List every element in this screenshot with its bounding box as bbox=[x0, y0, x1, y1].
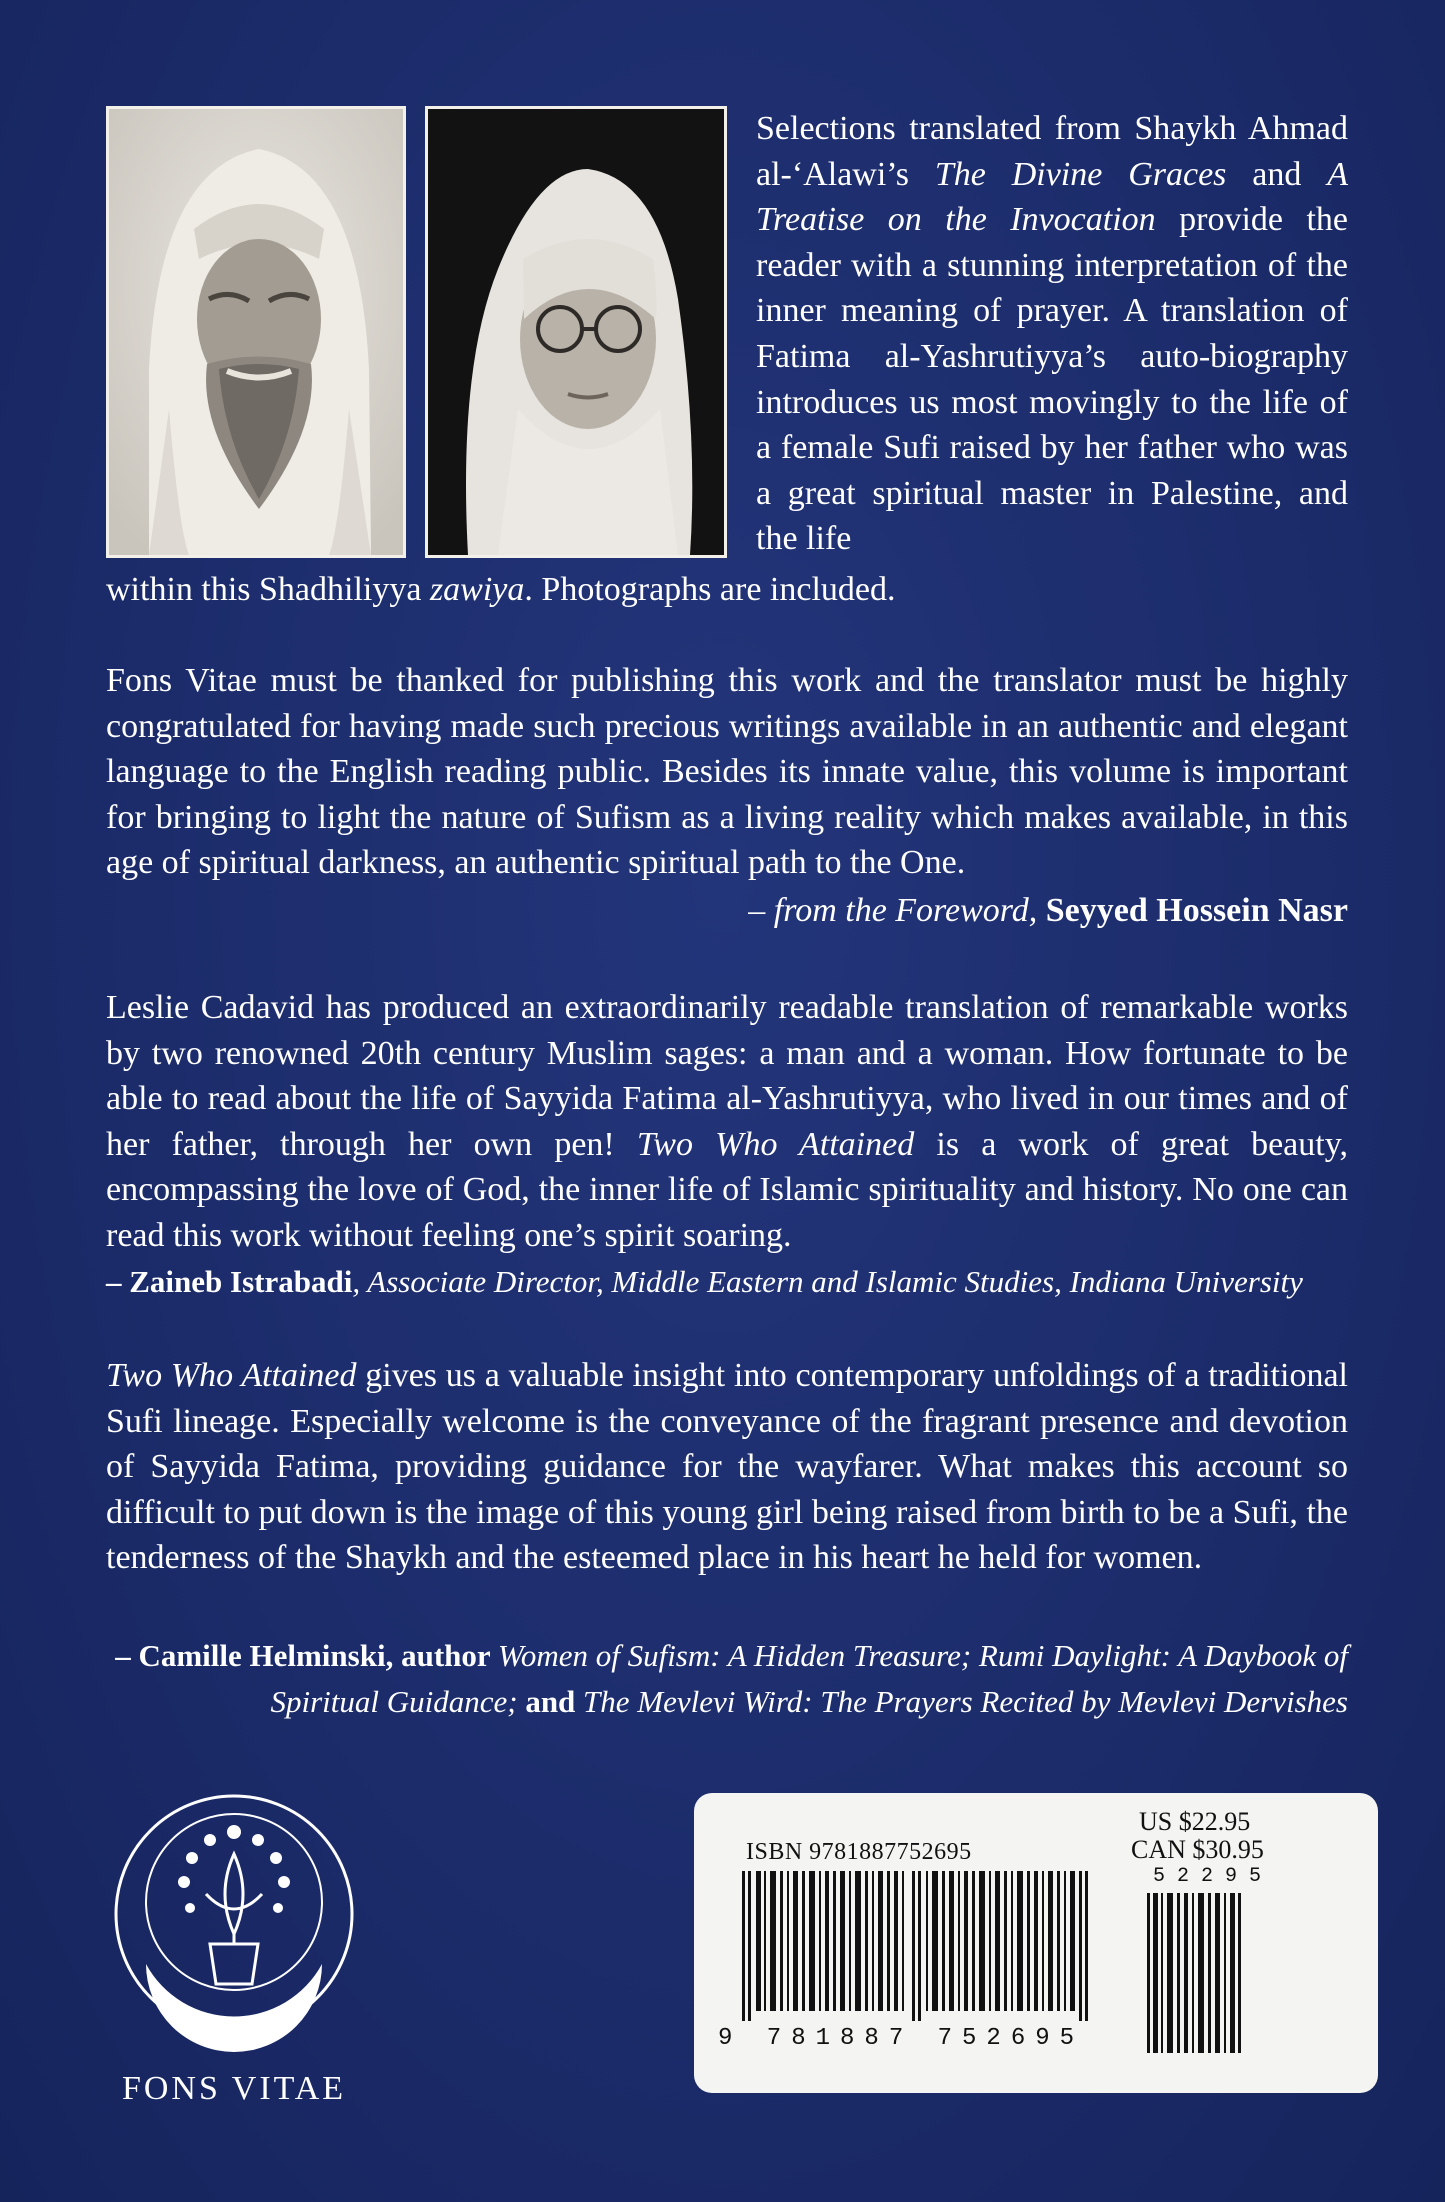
barcode-digits: 9 781887 752695 bbox=[718, 2025, 1085, 2052]
price-barcode bbox=[1147, 1893, 1243, 2053]
barcode-sticker bbox=[694, 1793, 1378, 2093]
intro-paragraph: Selections translated from Shaykh Ahmad al-‘Alawi’s The Divine Graces and A Treatise on the Invocation provide the reader with a stunning interpretation of the inner meaning of prayer. A translation of Fatima al-Yashrutiyya’s auto-biography introduces us most movingly to the life of a female Sufi raised by her father who was a great spiritual master in Palestine, and the life bbox=[756, 110, 1349, 558]
book-title: Two Who Attained bbox=[106, 1357, 357, 1394]
blurb-istrabadi: Leslie Cadavid has produced an extraordinarily readable translation of remarkable works by two renowned 20th century Muslim sages: a man and a woman. How fortunate to be able to read about the life of Sayyida Fatima al-Yashrutiyya, who lived in our times and of her father, through her own pen! Two Who Attained is a work of great beauty, encompassing the love of God, the inner life of Islamic spirituality and history. No one can read this work without feeling one’s spirit soaring. bbox=[106, 989, 1348, 1254]
shaykh-portrait-photo bbox=[106, 106, 406, 558]
price-us: US $22.95 bbox=[1139, 1807, 1251, 1836]
attribution-helminski: – Camille Helminski, author Women of Sufism: A Hidden Treasure; Rumi Daylight: A Daybook of Spiritual Guidance; and The Mevlevi Wird: The Prayers Recited by Mevlevi Dervishes bbox=[115, 1638, 1348, 1719]
book-title: A Treatise on the Invocation bbox=[756, 155, 1349, 239]
price-can: CAN $30.95 bbox=[1131, 1835, 1264, 1864]
blurb-helminski: Two Who Attained gives us a valuable insight into contemporary unfoldings of a traditional Sufi lineage. Especially welcome is the conveyance of the fragrant presence and devotion of Sayyida Fatima, providing guidance for the wayfarer. What makes this account so difficult to put down is the image of this young girl being raised from birth to be a Sufi, the tenderness of the Shaykh and the esteemed place in his heart he held for women. bbox=[106, 1357, 1348, 1577]
isbn-label: ISBN 9781887752695 bbox=[746, 1839, 972, 1865]
book-title: The Divine Graces bbox=[934, 155, 1227, 193]
book-title: Two Who Attained bbox=[636, 1125, 915, 1163]
intro-paragraph-end: within this Shadhiliyya zawiya. Photographs are included. bbox=[106, 571, 896, 608]
publisher-name: FONS VITAE bbox=[121, 2070, 347, 2107]
blurb-nasr: Fons Vitae must be thanked for publishing this work and the translator must be highly congratulated for having made such precious writings available in an authentic and elegant language to the English reading public. Besides its innate value, this volume is important for bringing to light the nature of Sufism as a living reality which makes available, in this age of spiritual darkness, an authentic spiritual path to the One. bbox=[106, 662, 1348, 882]
attribution-nasr: – from the Foreword, Seyyed Hossein Nasr bbox=[748, 892, 1348, 929]
price-code: 52295 bbox=[1153, 1865, 1274, 1888]
isbn-barcode bbox=[742, 1871, 1102, 2021]
attribution-istrabadi: – Zaineb Istrabadi, Associate Director, Middle Eastern and Islamic Studies, Indiana University bbox=[106, 1264, 1303, 1299]
fatima-portrait-photo bbox=[425, 106, 727, 558]
